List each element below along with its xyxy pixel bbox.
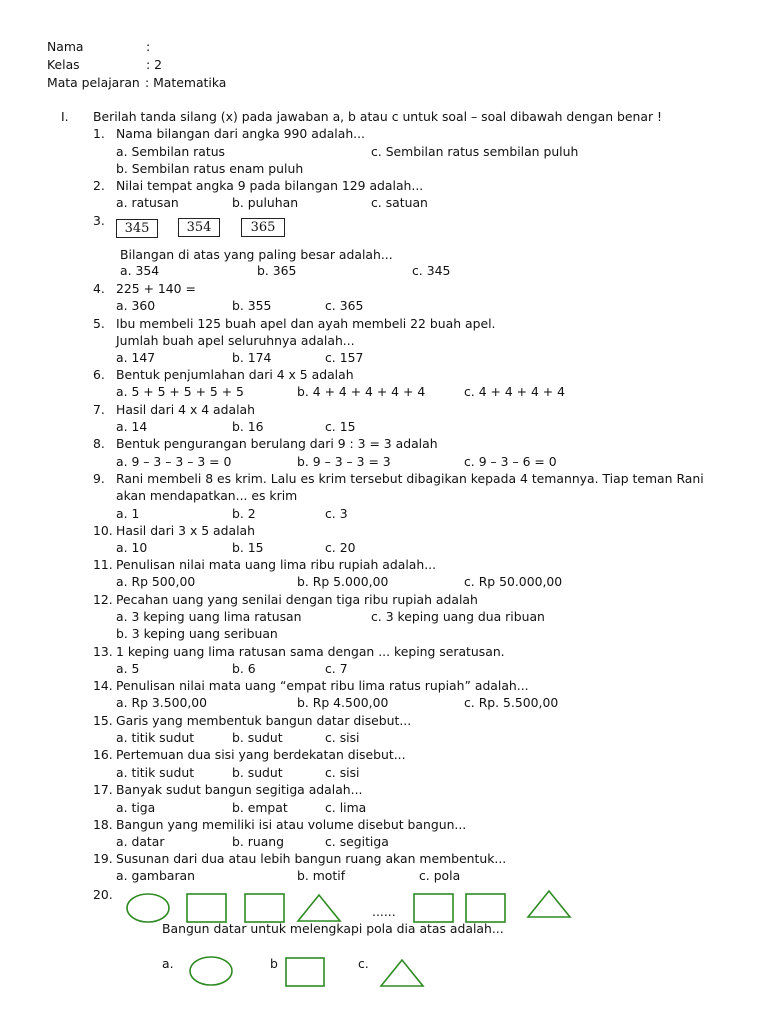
- q14-text: Penulisan nilai mata uang “empat ribu lima ratus rupiah” adalah...: [116, 678, 529, 693]
- q15-option-a: a. titik sudut: [116, 730, 195, 745]
- q5-text-2: Jumlah buah apel seluruhnya adalah...: [116, 333, 355, 348]
- q14-option-c: c. Rp. 5.500,00: [464, 695, 559, 710]
- q2-text: Nilai tempat angka 9 pada bilangan 129 adalah...: [116, 178, 424, 193]
- kelas-label: Kelas: [47, 57, 80, 72]
- q12-option-c: c. 3 keping uang dua ribuan: [371, 609, 545, 624]
- q19-option-a: a. gambaran: [116, 868, 195, 883]
- q2-option-b: b. puluhan: [232, 195, 299, 210]
- q20-option-c: c.: [358, 956, 369, 971]
- square-shape: [187, 894, 226, 922]
- kelas-value: : 2: [146, 57, 162, 72]
- q17-option-a: a. tiga: [116, 800, 156, 815]
- q12-number: 12.: [93, 592, 113, 607]
- q5-option-b: b. 174: [232, 350, 272, 365]
- q3-number-box: 345: [116, 219, 158, 238]
- q3-option-c: c. 345: [412, 263, 451, 278]
- q20-option-b: b: [270, 956, 278, 971]
- section-numeral: I.: [61, 109, 69, 124]
- q1-option-b: b. Sembilan ratus enam puluh: [116, 161, 304, 176]
- q13-option-a: a. 5: [116, 661, 140, 676]
- q13-text: 1 keping uang lima ratusan sama dengan ... keping seratusan.: [116, 644, 505, 659]
- q14-number: 14.: [93, 678, 113, 693]
- q4-number: 4.: [93, 281, 105, 296]
- q10-number: 10.: [93, 523, 113, 538]
- q18-option-b: b. ruang: [232, 834, 285, 849]
- q11-option-a: a. Rp 500,00: [116, 574, 196, 589]
- q9-text: Rani membeli 8 es krim. Lalu es krim tersebut dibagikan kepada 4 temannya. Tiap teman Rani: [116, 471, 704, 486]
- mapel-label: Mata pelajaran: [47, 75, 140, 90]
- q13-option-c: c. 7: [325, 661, 348, 676]
- option-a-circle: [190, 957, 232, 985]
- option-b-square: [286, 958, 324, 986]
- nama-value: :: [146, 39, 151, 54]
- q2-option-a: a. ratusan: [116, 195, 179, 210]
- q4-text: 225 + 140 =: [116, 281, 196, 296]
- q2-number: 2.: [93, 178, 105, 193]
- triangle-shape: [298, 895, 340, 921]
- q11-option-b: b. Rp 5.000,00: [297, 574, 389, 589]
- q18-text: Bangun yang memiliki isi atau volume disebut bangun...: [116, 817, 467, 832]
- q8-number: 8.: [93, 436, 105, 451]
- q13-option-b: b. 6: [232, 661, 256, 676]
- circle-shape: [127, 894, 169, 922]
- option-c-triangle: [381, 960, 423, 986]
- q19-text: Susunan dari dua atau lebih bangun ruang akan membentuk...: [116, 851, 507, 866]
- q14-option-a: a. Rp 3.500,00: [116, 695, 208, 710]
- q16-number: 16.: [93, 747, 113, 762]
- q9-text-2: akan mendapatkan... es krim: [116, 488, 298, 503]
- q6-text: Bentuk penjumlahan dari 4 x 5 adalah: [116, 367, 354, 382]
- q16-option-c: c. sisi: [325, 765, 360, 780]
- section-instruction: Berilah tanda silang (x) pada jawaban a, b atau c untuk soal – soal dibawah dengan benar !: [93, 109, 662, 124]
- q14-option-b: b. Rp 4.500,00: [297, 695, 389, 710]
- q13-number: 13.: [93, 644, 113, 659]
- q7-number: 7.: [93, 402, 105, 417]
- q19-number: 19.: [93, 851, 113, 866]
- q5-text: Ibu membeli 125 buah apel dan ayah membeli 22 buah apel.: [116, 316, 496, 331]
- q4-option-a: a. 360: [116, 298, 156, 313]
- q9-option-a: a. 1: [116, 506, 140, 521]
- q6-number: 6.: [93, 367, 105, 382]
- q17-number: 17.: [93, 782, 113, 797]
- q1-number: 1.: [93, 126, 105, 141]
- square-shape: [414, 894, 453, 922]
- triangle-shape: [528, 891, 570, 917]
- q4-option-c: c. 365: [325, 298, 364, 313]
- q7-text: Hasil dari 4 x 4 adalah: [116, 402, 255, 417]
- q3-text: Bilangan di atas yang paling besar adalah...: [120, 247, 393, 262]
- q3-number-box: 354: [178, 218, 220, 237]
- nama-label: Nama: [47, 39, 84, 54]
- q20-option-a: a.: [162, 956, 174, 971]
- q1-option-a: a. Sembilan ratus: [116, 144, 226, 159]
- q20-ellipsis: ......: [372, 904, 396, 919]
- mapel-value: : Matematika: [145, 75, 227, 90]
- q7-option-b: b. 16: [232, 419, 264, 434]
- q9-option-c: c. 3: [325, 506, 348, 521]
- square-shape: [245, 894, 284, 922]
- q9-number: 9.: [93, 471, 105, 486]
- q17-option-b: b. empat: [232, 800, 288, 815]
- q20-text: Bangun datar untuk melengkapi pola dia atas adalah...: [162, 921, 504, 936]
- q1-text: Nama bilangan dari angka 990 adalah...: [116, 126, 365, 141]
- q10-option-b: b. 15: [232, 540, 264, 555]
- q6-option-b: b. 4 + 4 + 4 + 4 + 4: [297, 384, 426, 399]
- q5-option-c: c. 157: [325, 350, 364, 365]
- q11-number: 11.: [93, 557, 113, 572]
- q8-option-a: a. 9 – 3 – 3 – 3 = 0: [116, 454, 232, 469]
- q3-number-box: 365: [241, 218, 285, 237]
- q10-option-c: c. 20: [325, 540, 356, 555]
- q16-text: Pertemuan dua sisi yang berdekatan disebut...: [116, 747, 406, 762]
- q6-option-c: c. 4 + 4 + 4 + 4: [464, 384, 566, 399]
- q18-option-c: c. segitiga: [325, 834, 389, 849]
- q8-option-b: b. 9 – 3 – 3 = 3: [297, 454, 391, 469]
- q8-option-c: c. 9 – 3 – 6 = 0: [464, 454, 557, 469]
- q12-option-a: a. 3 keping uang lima ratusan: [116, 609, 302, 624]
- q4-option-b: b. 355: [232, 298, 272, 313]
- q15-option-b: b. sudut: [232, 730, 283, 745]
- q9-option-b: b. 2: [232, 506, 256, 521]
- q7-option-c: c. 15: [325, 419, 356, 434]
- q3-option-b: b. 365: [257, 263, 297, 278]
- q8-text: Bentuk pengurangan berulang dari 9 : 3 = 3 adalah: [116, 436, 438, 451]
- q15-option-c: c. sisi: [325, 730, 360, 745]
- q2-option-c: c. satuan: [371, 195, 428, 210]
- q11-text: Penulisan nilai mata uang lima ribu rupiah adalah...: [116, 557, 437, 572]
- q5-number: 5.: [93, 316, 105, 331]
- q7-option-a: a. 14: [116, 419, 148, 434]
- q19-option-c: c. pola: [419, 868, 461, 883]
- q17-option-c: c. lima: [325, 800, 367, 815]
- q15-text: Garis yang membentuk bangun datar disebut...: [116, 713, 412, 728]
- q12-text: Pecahan uang yang senilai dengan tiga ribu rupiah adalah: [116, 592, 478, 607]
- q16-option-b: b. sudut: [232, 765, 283, 780]
- q19-option-b: b. motif: [297, 868, 346, 883]
- q18-option-a: a. datar: [116, 834, 165, 849]
- q17-text: Banyak sudut bangun segitiga adalah...: [116, 782, 363, 797]
- q12-option-b: b. 3 keping uang seribuan: [116, 626, 278, 641]
- q10-option-a: a. 10: [116, 540, 148, 555]
- q1-option-c: c. Sembilan ratus sembilan puluh: [371, 144, 579, 159]
- square-shape: [466, 894, 505, 922]
- q11-option-c: c. Rp 50.000,00: [464, 574, 563, 589]
- q15-number: 15.: [93, 713, 113, 728]
- q16-option-a: a. titik sudut: [116, 765, 195, 780]
- q6-option-a: a. 5 + 5 + 5 + 5 + 5: [116, 384, 244, 399]
- q10-text: Hasil dari 3 x 5 adalah: [116, 523, 255, 538]
- q20-number: 20.: [93, 887, 113, 902]
- q18-number: 18.: [93, 817, 113, 832]
- q3-number: 3.: [93, 213, 105, 228]
- q5-option-a: a. 147: [116, 350, 156, 365]
- q3-option-a: a. 354: [120, 263, 160, 278]
